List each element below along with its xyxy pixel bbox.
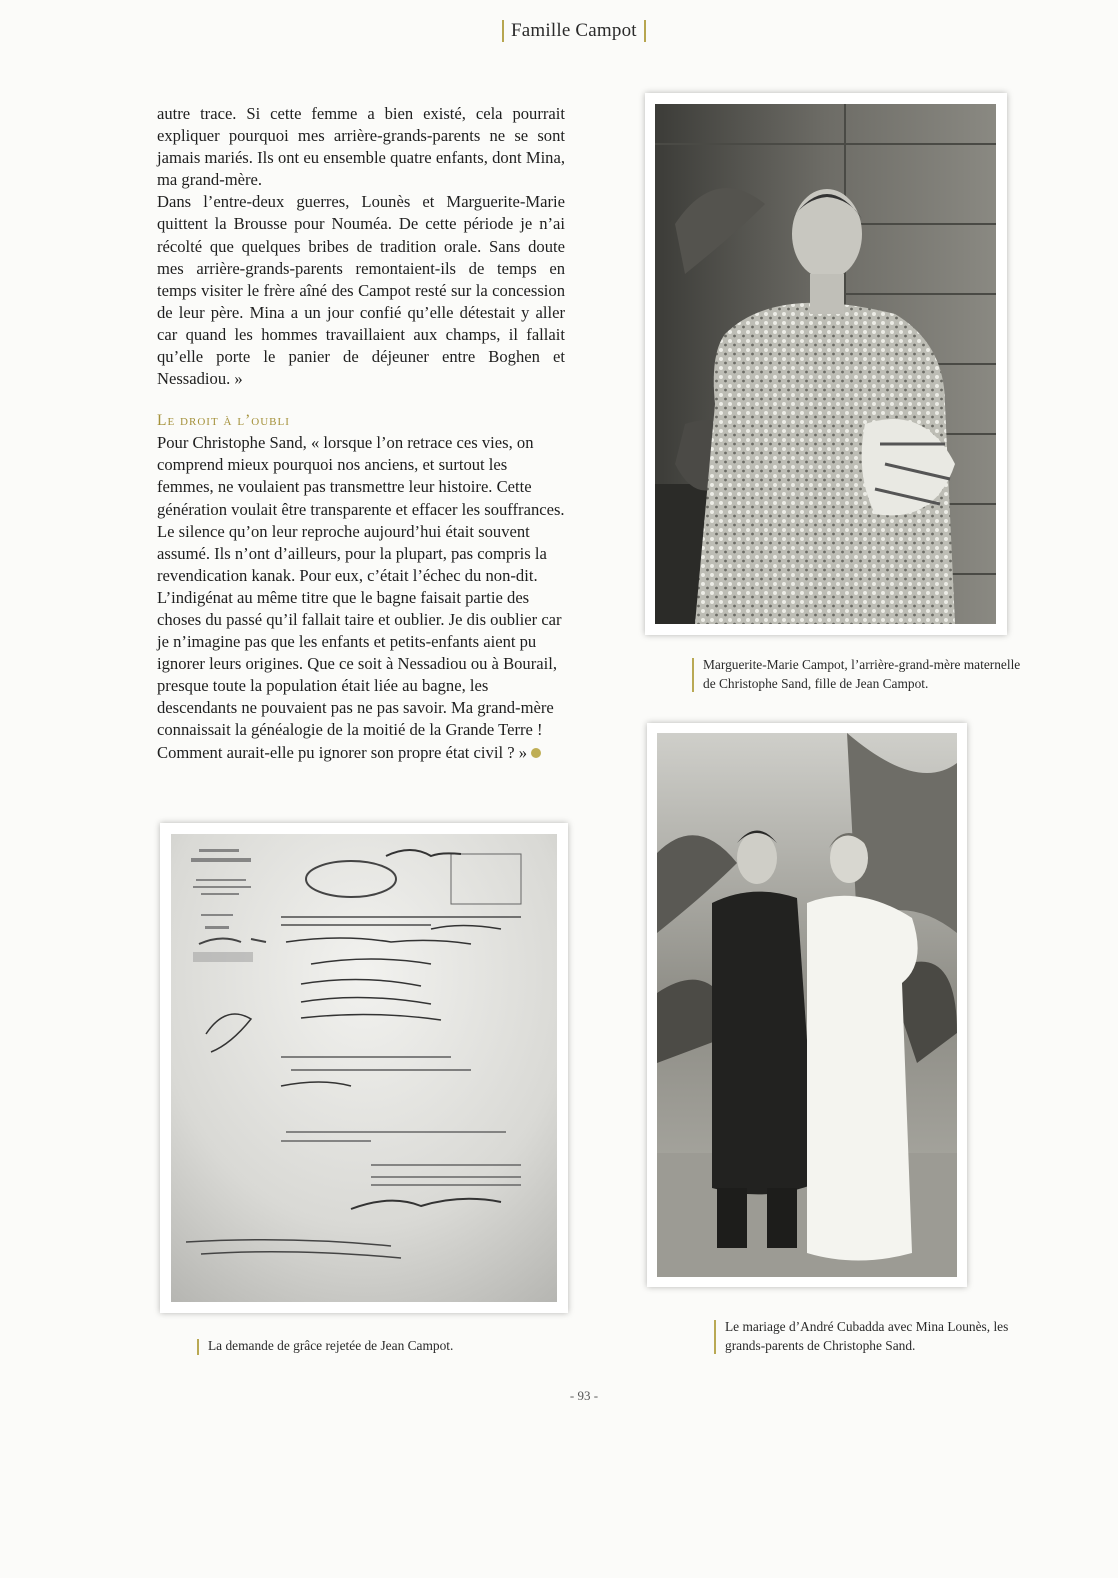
header-rule-right [644, 20, 646, 42]
article-paragraph-3 [157, 432, 565, 763]
bullet-dot-icon [531, 748, 541, 758]
wedding-caption-text: Le mariage d’André Cubadda avec Mina Lounès, les grands-parents de Christophe Sand. [725, 1319, 1009, 1353]
portrait-caption [692, 656, 1022, 693]
pardon-document-image [171, 834, 557, 1302]
document-caption-text: La demande de grâce rejetée de Jean Campot. [208, 1338, 454, 1353]
portrait-photo [645, 93, 1007, 635]
section-subheading: Le droit à l’oubli [157, 412, 290, 430]
document-caption [197, 1337, 537, 1356]
paragraph-3-text: Pour Christophe Sand, « lorsque l’on retrace ces vies, on comprend mieux pourquoi nos anciens, et surtout les femmes, ne voulaient pas transmettre leur histoire. Cette génération voulait être transparente et effacer les souffrances. Le silence qu’on leur reproche aujourd’hui était souvent assumé. Ils n’ont d’ailleurs, pour la plupart, pas compris la revendication kanak. Pour eux, c’était l’échec du non-dit. L’indigénat au même titre que le bagne faisait partie des choses du passé qu’il fallait taire et oublier. Je dis oublier car je n’imagine pas que les enfants et petits-enfants aient pu ignorer leurs origines. Que ce soit à Nessadiou ou à Bourail, presque toute la population était liée au bagne, les descendants ne pouvaient pas ne pas savoir. Ma grand-mère connaissait la généalogie de la moitié de la Grande Terre ! Comment aurait-elle pu ignorer son propre état civil ? » [157, 433, 565, 762]
article-text-column [157, 103, 565, 764]
wedding-photo [647, 723, 967, 1287]
article-paragraph-1: autre trace. Si cette femme a bien existé, cela pourrait expliquer pourquoi mes arrière-grands-parents ne se sont jamais mariés. Ils ont eu ensemble quatre enfants, dont Mina, ma grand-mère. [157, 104, 565, 190]
article-paragraph-2: Dans l’entre-deux guerres, Lounès et Marguerite-Marie quittent la Brousse pour Nouméa. De cette période je n’ai récolté que quelques bribes de tradition orale. Sans doute mes arrière-grands-parents remontaient-ils de temps en temps visiter le frère aîné des Campot resté sur la concession de leur père. Mina a un jour confié qu’elle détestait y aller car quand les hommes travaillaient aux champs, il fallait qu’elle porte le panier de déjeuner entre Boghen et Nessadiou. » [157, 192, 565, 389]
portrait-photo-image [655, 104, 996, 624]
running-header [502, 20, 646, 42]
page-number: - 93 - [569, 1388, 599, 1403]
wedding-photo-image [657, 733, 957, 1277]
header-title: Famille Campot [511, 20, 637, 41]
pardon-document-photo [160, 823, 568, 1313]
portrait-caption-text: Marguerite-Marie Campot, l’arrière-grand-mère maternelle de Christophe Sand, fille de Jean Campot. [703, 657, 1021, 691]
wedding-caption [714, 1318, 1024, 1355]
